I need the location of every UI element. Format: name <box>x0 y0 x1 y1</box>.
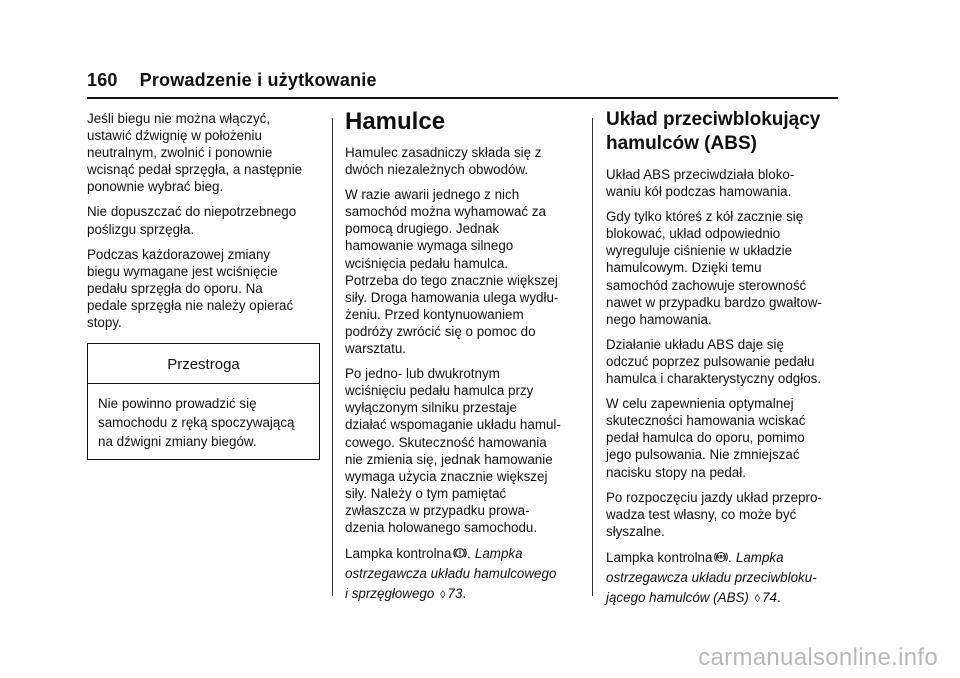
page-ref-arrow-icon: ◊ <box>754 592 761 605</box>
page-ref-link[interactable]: 73 <box>447 586 463 602</box>
paragraph: Po rozpoczęciu jazdy układ przepro- wadza test własny, co może być słyszalne. <box>606 489 822 539</box>
paragraph: Podczas każdorazowej zmiany biegu wymagane jest wciśnięcie pedału sprzęgła do oporu. Na pedale sprzęgła nie należy opierać stopy. <box>87 246 294 331</box>
paragraph: Jeśli biegu nie można włączyć, ustawić dźwignię w położeniu neutralnym, zwolnić i ponownie wcisnąć pedał sprzęgła, a następnie ponownie wybrać bieg. <box>87 111 303 195</box>
page-header <box>87 70 377 91</box>
page-ref-link[interactable]: 74 <box>762 589 777 605</box>
svg-text:ABS: ABS <box>716 554 727 560</box>
header-rule <box>87 97 838 99</box>
paragraph: Nie dopuszczać do niepotrzebnego poślizgu sprzęgła. <box>87 204 297 237</box>
lamp-reference: Lampka kontrolna . Lampka ostrzegawcza układu hamulcowego i sprzęgłowego ◊ 73. <box>345 546 557 602</box>
column-divider-2 <box>592 118 593 596</box>
page-ref-arrow-icon: ◊ <box>440 589 446 602</box>
paragraph: W celu zapewnienia optymalnej skuteczności hamowania wciskać pedał hamulca do oporu, pomimo jego pulsowania. Nie zmniejszać nacisku stopy na pedał. <box>606 396 806 480</box>
warning-title: Przestroga <box>88 344 319 384</box>
watermark: carmanualsonline.info <box>698 644 938 671</box>
lamp-reference: Lampka kontrolna ABS . Lampka ostrzegawcza układu przeciwbloku- jącego hamulców (ABS) ◊ 74. <box>606 549 817 605</box>
section-heading-abs: Układ przeciwblokujący hamulców (ABS) <box>606 109 821 154</box>
warning-text: Nie powinno prowadzić się samochodu z ręką spoczywającą na dźwigni zmiany biegów. <box>98 396 295 450</box>
warning-box <box>87 343 320 460</box>
section-heading-brakes: Hamulce <box>345 108 446 135</box>
column-divider-1 <box>332 118 333 596</box>
section-title: Prowadzenie i użytkowanie <box>139 70 377 90</box>
paragraph: Gdy tylko któreś z kół zacznie się blokować, układ odpowiednio wyreguluje ciśnienie w układzie hamulcowym. Dzięki temu samochód zachowuje sterowność nawet w przypadku bardzo gwałtow- nego hamowania. <box>606 209 822 327</box>
column-1 <box>87 110 322 460</box>
page-number: 160 <box>87 70 118 90</box>
paragraph: Układ ABS przeciwdziała bloko- waniu kół podczas hamowania. <box>606 167 795 200</box>
paragraph: Hamulec zasadniczy składa się z dwóch niezależnych obwodów. <box>345 145 542 178</box>
brake-warning-lamp-icon <box>453 546 467 560</box>
paragraph: Po jedno- lub dwukrotnym wciśnięciu pedału hamulca przy wyłączonym silniku przestaje działać wspomaganie układu hamul- cowego. Skuteczność hamowania nie zmienia się, jednak hamowanie wymaga użycia znacznie większej siły. Należy o tym pamiętać zwłaszcza w przypadku prowa- dzenia holowanego samochodu. <box>345 366 561 535</box>
column-3 <box>606 108 846 617</box>
column-2 <box>345 108 580 613</box>
abs-lamp-icon <box>714 550 728 564</box>
paragraph: Działanie układu ABS daje się odczuć poprzez pulsowanie pedału hamulca i charakterystyczny odgłos. <box>606 336 822 387</box>
paragraph: W razie awarii jednego z nich samochód można wyhamować za pomocą drugiego. Jednak hamowanie wymaga silnego wciśnięcia pedału hamulca. Potrzeba do tego znacznie większej siły. Droga hamowania ulega wydłu- żeniu. Przed kontynuowaniem podróży zwrócić się o pomoc do warsztatu. <box>345 187 559 357</box>
